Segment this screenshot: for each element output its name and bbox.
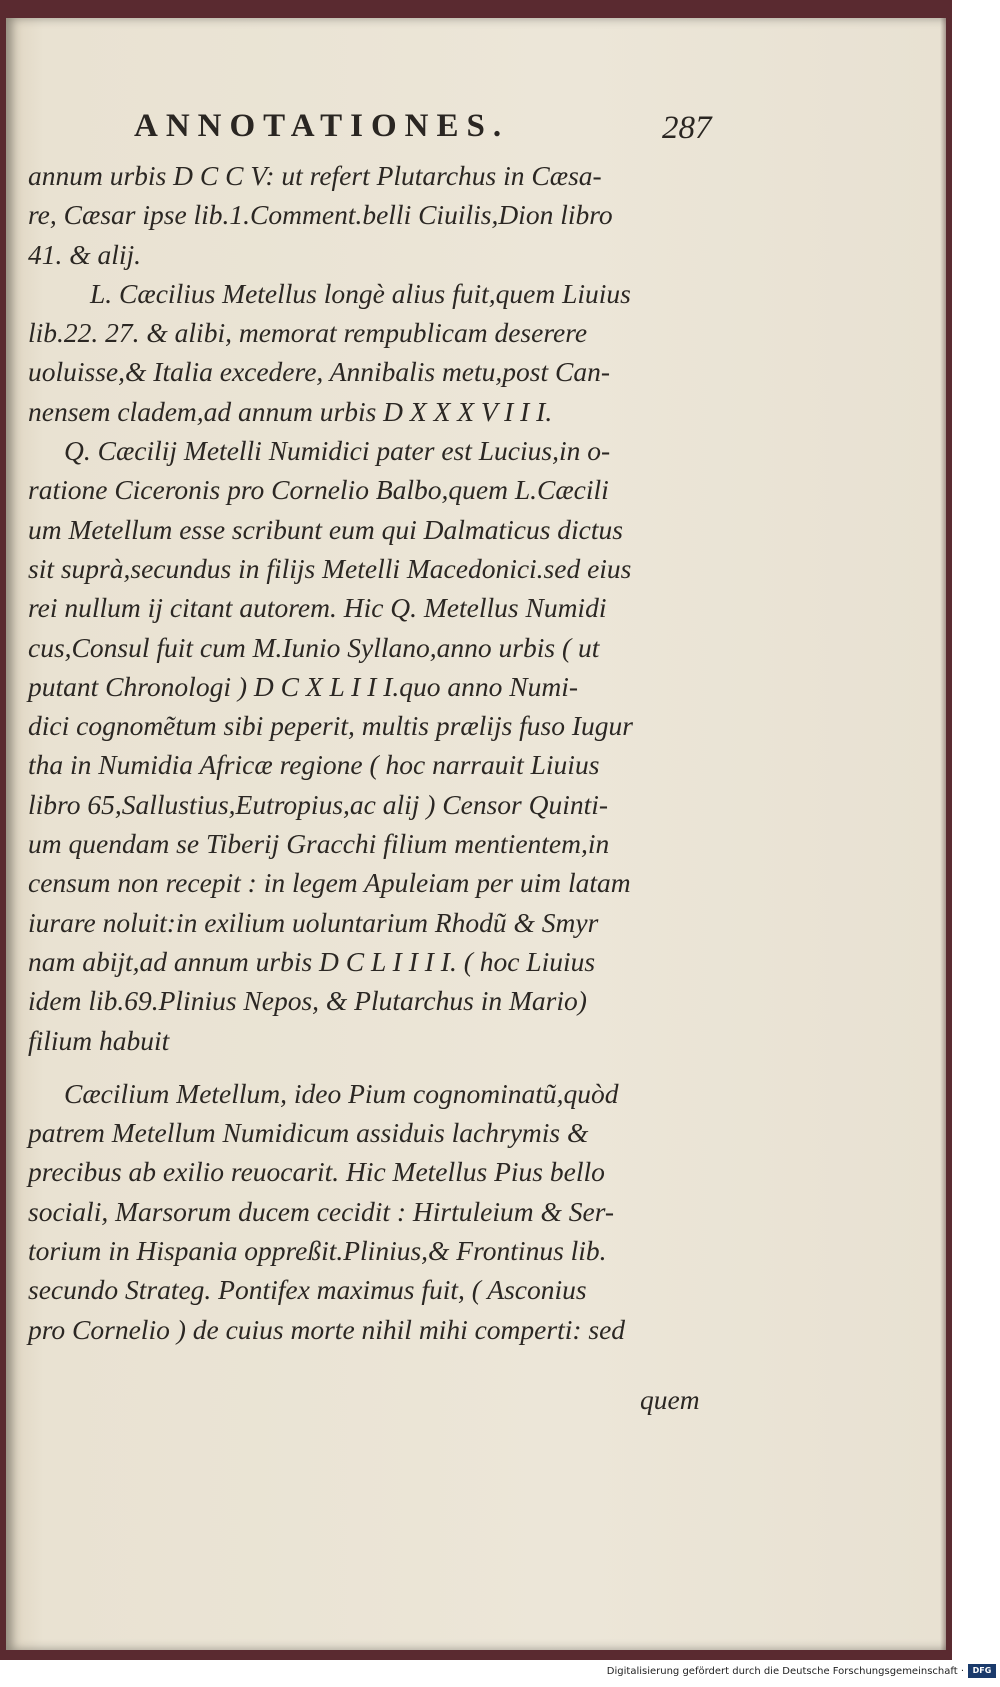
text-line: um Metellum esse scribunt eum qui Dalmaticus dictus: [28, 513, 623, 545]
text-line: precibus ab exilio reuocarit. Hic Metellus Pius bello: [28, 1156, 605, 1188]
catchword: quem: [640, 1384, 700, 1415]
text-line: idem lib.69.Plinius Nepos, & Plutarchus in Mario): [28, 985, 587, 1017]
text-line: cus,Consul fuit cum M.Iunio Syllano,anno urbis ( ut: [28, 631, 600, 663]
text-body: [28, 156, 718, 1349]
text-line: Q. Cæcilij Metelli Numidici pater est Lucius,in o-: [64, 435, 611, 467]
page-edge-shadow: [940, 18, 946, 1650]
text-line: patrem Metellum Numidicum assiduis lachrymis &: [28, 1117, 589, 1149]
text-line: sociali, Marsorum ducem cecidit : Hirtuleium & Ser-: [28, 1195, 615, 1227]
page-number: 287: [662, 110, 712, 146]
text-line: iurare noluit:in exilium uoluntarium Rhodũ & Smyr: [28, 906, 599, 938]
text-line: filium habuit: [28, 1024, 170, 1056]
text-line: lib.22. 27. & alibi, memorat rempublicam deserere: [28, 317, 588, 349]
text-line: tha in Numidia Africæ regione ( hoc narrauit Liuius: [28, 749, 600, 781]
text-line: annum urbis D C C V: ut refert Plutarchus in Cæsa-: [28, 160, 602, 191]
text-line: nam abijt,ad annum urbis D C L I I I I. ( hoc Liuius: [28, 945, 596, 977]
text-line: um quendam se Tiberij Gracchi filium mentientem,in: [28, 828, 610, 860]
text-line: torium in Hispania oppreßit.Plinius,& Frontinus lib.: [28, 1235, 607, 1267]
text-line: libro 65,Sallustius,Eutropius,ac alij ) Censor Quinti-: [28, 788, 609, 820]
text-line: L. Cæcilius Metellus longè alius fuit,quem Liuius: [90, 277, 631, 309]
text-line: re, Cæsar ipse lib.1.Comment.belli Ciuilis,Dion libro: [28, 199, 613, 231]
text-line: censum non recepit : in legem Apuleiam per uim latam: [28, 867, 631, 899]
dfg-logo: DFG: [968, 1664, 996, 1678]
running-header: ANNOTATIONES.: [134, 108, 510, 144]
text-line: nensem cladem,ad annum urbis D X X X V I I I.: [28, 395, 553, 427]
digitization-credit: Digitalisierung gefördert durch die Deutsche Forschungsgemeinschaft ·: [606, 1666, 964, 1677]
text-line: Cæcilium Metellum, ideo Pium cognominatũ,quòd: [64, 1077, 619, 1109]
text-line: ratione Ciceronis pro Cornelio Balbo,quem L.Cæcili: [28, 474, 609, 506]
text-line: sit suprà,secundus in filijs Metelli Macedonici.sed eius: [28, 552, 632, 584]
text-line: pro Cornelio ) de cuius morte nihil mihi comperti: sed: [28, 1313, 626, 1345]
text-line: rei nullum ij citant autorem. Hic Q. Metellus Numidi: [28, 592, 607, 624]
text-line: uoluisse,& Italia excedere, Annibalis metu,post Can-: [28, 356, 610, 388]
text-line: secundo Strateg. Pontifex maximus fuit, ( Asconius: [28, 1274, 587, 1306]
text-line: dici cognomẽtum sibi peperit, multis prælijs fuso Iugur: [28, 710, 633, 742]
text-line: putant Chronologi ) D C X L I I I.quo anno Numi-: [28, 670, 579, 702]
text-line: 41. & alij.: [28, 238, 142, 270]
